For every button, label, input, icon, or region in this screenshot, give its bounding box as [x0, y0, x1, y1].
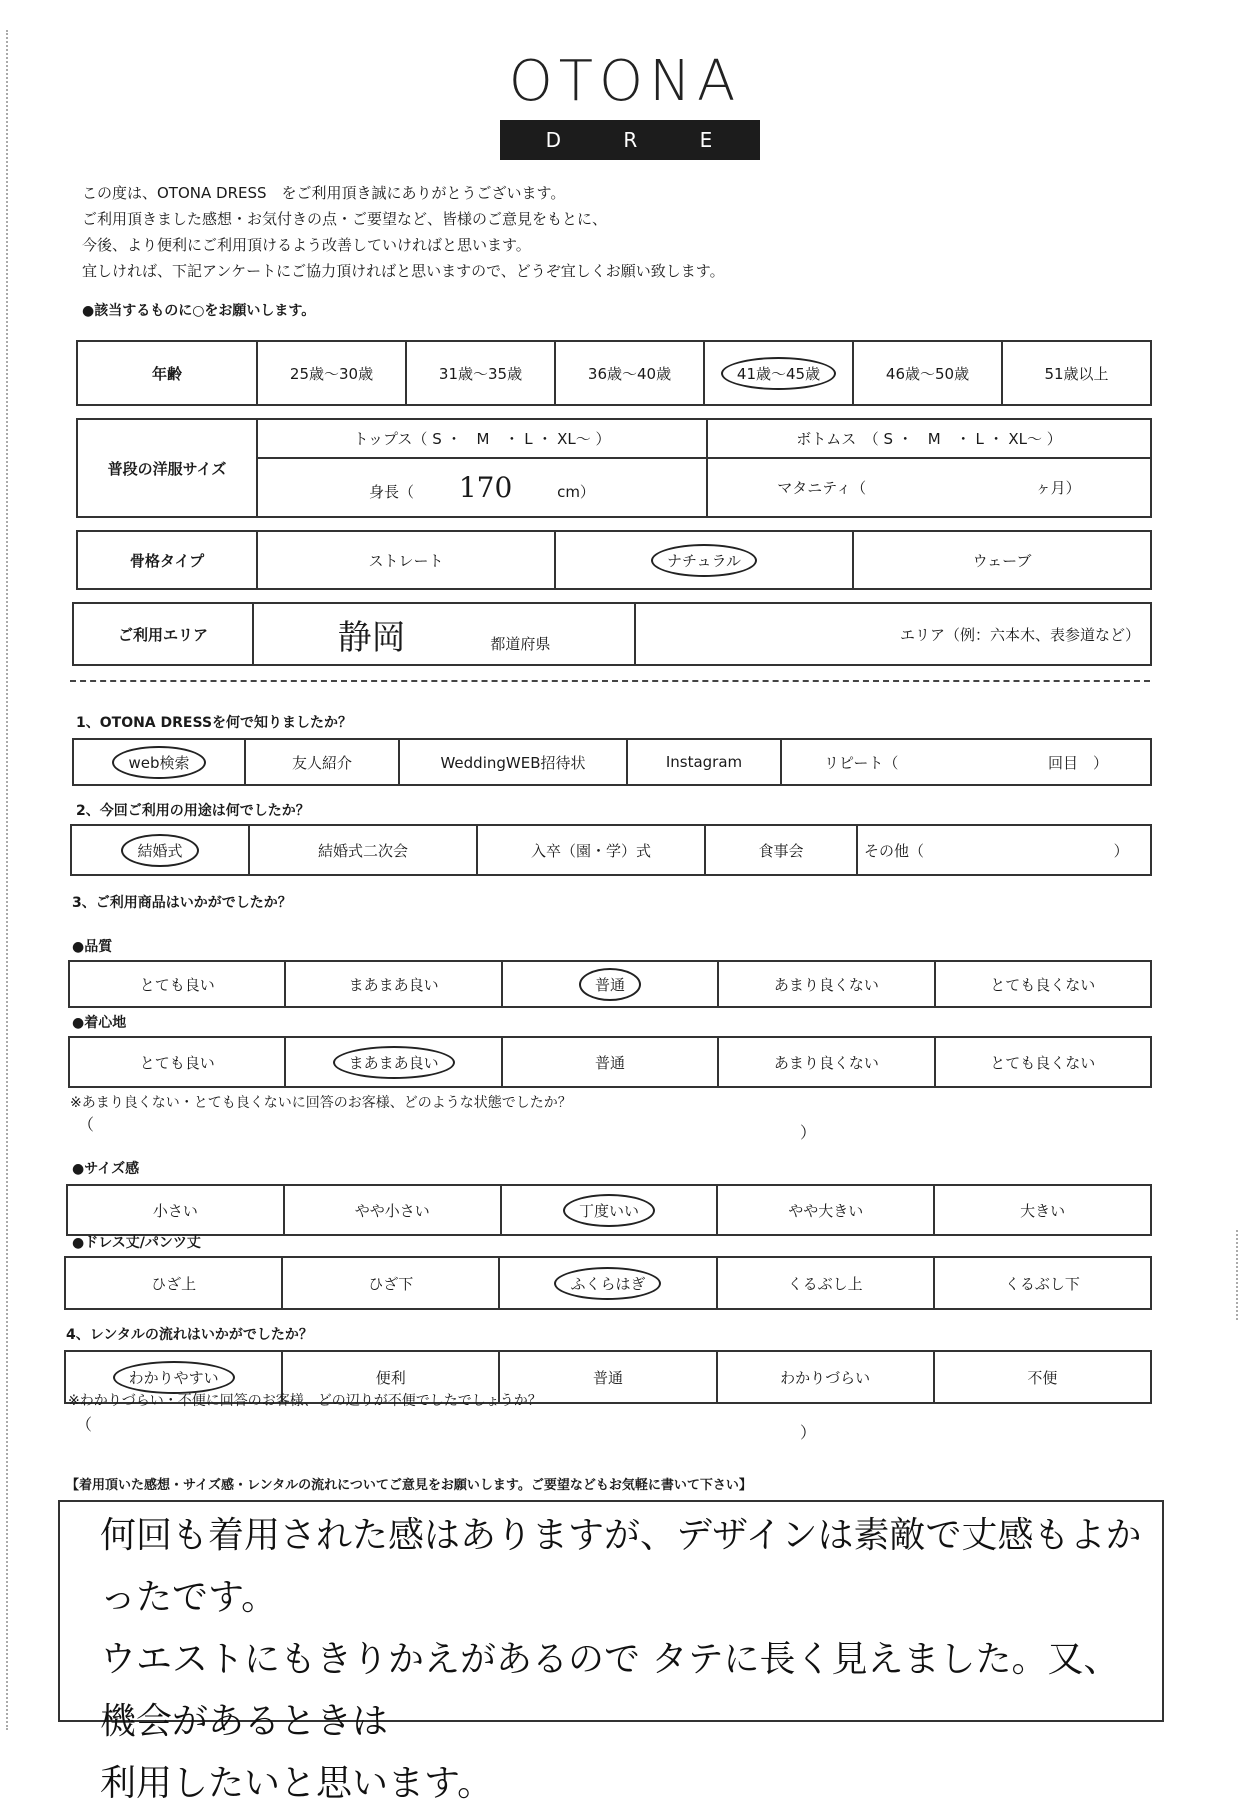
comment-line: 何回も着用された感はありますが、デザインは素敵で丈感もよかったです。	[100, 1515, 1142, 1618]
q1-option-repeat[interactable]	[781, 739, 1151, 785]
selection-circle: 41歳～45歳	[721, 357, 836, 390]
q2-options	[70, 824, 1152, 876]
quality-option-selected[interactable]	[502, 961, 718, 1007]
body-type-label: 骨格タイプ	[77, 531, 257, 589]
length-option[interactable]: くるぶし上	[717, 1257, 934, 1309]
q1-options	[72, 738, 1152, 786]
bottoms-size[interactable]: ボトムス （ S ・ M ・ L ・ XL～ ）	[707, 419, 1151, 458]
q1-option[interactable]: WeddingWEB招待状	[399, 739, 627, 785]
comfort-options	[68, 1036, 1152, 1088]
height-field[interactable]	[257, 458, 707, 517]
age-option[interactable]: 36歳～40歳	[555, 341, 704, 405]
area-hint[interactable]: エリア（例：六本木、表参道など）	[635, 603, 1151, 665]
q1-option[interactable]: 友人紹介	[245, 739, 399, 785]
selection-circle: web検索	[112, 746, 205, 779]
comfort-option-selected[interactable]	[285, 1037, 501, 1087]
body-type-option[interactable]: ウェーブ	[853, 531, 1151, 589]
maternity-unit: ヶ月）	[1035, 478, 1081, 497]
q4-note: ※わかりづらい・不便に回答のお客様、どの辺りが不便でしたでしょうか？	[68, 1393, 542, 1409]
q3-note: ※あまり良くない・とても良くないに回答のお客様、どのような状態でしたか？	[70, 1095, 572, 1111]
quality-option[interactable]: とても良い	[69, 961, 285, 1007]
q4-option[interactable]: 便利	[282, 1351, 499, 1403]
q1-option-selected[interactable]	[73, 739, 245, 785]
intro-line: ご利用頂きました感想・お気付きの点・ご要望など、皆様のご意見をもとに、	[82, 210, 608, 228]
q2-option[interactable]: 結婚式二次会	[249, 825, 477, 875]
comfort-option[interactable]: とても良くない	[935, 1037, 1151, 1087]
scan-edge-marks	[6, 30, 10, 1730]
intro-line: 今後、より便利にご利用頂けるよう改善していければと思います。	[82, 236, 531, 254]
q2-option-other[interactable]	[857, 825, 1151, 875]
length-options	[64, 1256, 1152, 1310]
size-feel-option[interactable]: やや小さい	[284, 1185, 501, 1235]
quality-options	[68, 960, 1152, 1008]
length-option-selected[interactable]	[499, 1257, 716, 1309]
body-type-option[interactable]: ストレート	[257, 531, 555, 589]
q4-option[interactable]: わかりづらい	[717, 1351, 934, 1403]
age-option[interactable]: 46歳～50歳	[853, 341, 1002, 405]
maternity-field[interactable]	[707, 458, 1151, 517]
q2-option[interactable]: 入卒（園・学）式	[477, 825, 705, 875]
body-type-option-selected[interactable]	[555, 531, 853, 589]
brand-logo: OTONA	[508, 49, 742, 114]
quality-label: ●品質	[72, 939, 113, 955]
brand-subtitle: D R E S S	[500, 120, 760, 160]
comfort-label: ●着心地	[72, 1015, 127, 1031]
comfort-option[interactable]: あまり良くない	[718, 1037, 934, 1087]
q4-open-paren: （	[76, 1415, 93, 1434]
selection-circle: 結婚式	[121, 834, 198, 867]
area-label: ご利用エリア	[73, 603, 253, 665]
q4-close-paren: ）	[800, 1423, 817, 1442]
age-option[interactable]: 51歳以上	[1002, 341, 1151, 405]
profile-heading: ●該当するものに○をお願いします。	[82, 303, 316, 319]
q1-option[interactable]: Instagram	[627, 739, 781, 785]
comment-text	[100, 1505, 1150, 1815]
selection-circle: ふくらはぎ	[554, 1267, 661, 1300]
scan-edge-marks-right	[1236, 1230, 1240, 1320]
length-option[interactable]: くるぶし下	[934, 1257, 1151, 1309]
comfort-option[interactable]: 普通	[502, 1037, 718, 1087]
intro-line: この度は、OTONA DRESS をご利用頂き誠にありがとうございます。	[82, 184, 566, 202]
quality-option[interactable]: あまり良くない	[718, 961, 934, 1007]
age-option-selected[interactable]	[704, 341, 853, 405]
height-unit: cm）	[557, 482, 595, 501]
prefecture-value: 静岡	[337, 617, 406, 658]
size-feel-option[interactable]: 小さい	[67, 1185, 284, 1235]
length-option[interactable]: ひざ下	[282, 1257, 499, 1309]
prefecture-suffix: 都道府県	[490, 634, 551, 653]
size-feel-options	[66, 1184, 1152, 1236]
section-divider	[70, 680, 1150, 682]
intro-text	[82, 180, 725, 284]
length-option[interactable]: ひざ上	[65, 1257, 282, 1309]
comment-heading: 【着用頂いた感想・サイズ感・レンタルの流れについてご意見をお願いします。ご要望などもお気軽に書いて下さい】	[66, 1478, 752, 1493]
q3-close-paren: ）	[800, 1123, 817, 1142]
area-table	[72, 602, 1152, 666]
q2-option[interactable]: 食事会	[705, 825, 857, 875]
q4-title: 4、レンタルの流れはいかがでしたか？	[66, 1327, 313, 1343]
q2-title: 2、今回ご利用の用途は何でしたか？	[76, 803, 310, 819]
size-feel-option[interactable]: 大きい	[934, 1185, 1151, 1235]
maternity-label: マタニティ（	[777, 478, 867, 497]
prefecture-field[interactable]	[253, 603, 635, 665]
size-feel-option-selected[interactable]	[501, 1185, 718, 1235]
comment-line: ウエストにもきりかえがあるので タテに長く見えました。又、機会があるときは	[100, 1639, 1120, 1742]
age-table	[76, 340, 1152, 406]
selection-circle: 丁度いい	[563, 1194, 655, 1227]
size-feel-label: ●サイズ感	[72, 1161, 140, 1177]
selection-circle: ナチュラル	[651, 544, 757, 577]
intro-line: 宜しければ、下記アンケートにご協力頂ければと思いますので、どうぞ宜しくお願い致します。	[82, 262, 725, 280]
age-label: 年齢	[77, 341, 257, 405]
q4-option[interactable]: 不便	[934, 1351, 1151, 1403]
q1-title: 1、OTONA DRESSを何で知りましたか？	[76, 715, 353, 731]
comfort-option[interactable]: とても良い	[69, 1037, 285, 1087]
height-value: 170	[458, 470, 513, 504]
tops-size[interactable]: トップス（ S ・ M ・ L ・ XL～ ）	[257, 419, 707, 458]
age-option[interactable]: 31歳～35歳	[406, 341, 555, 405]
comment-line: 利用したいと思います。	[100, 1763, 494, 1804]
selection-circle: まあまあ良い	[333, 1046, 455, 1079]
q3-title: 3、ご利用商品はいかがでしたか？	[72, 895, 292, 911]
q3-open-paren: （	[78, 1115, 95, 1134]
age-option[interactable]: 25歳～30歳	[257, 341, 406, 405]
q2-option-selected[interactable]	[71, 825, 249, 875]
size-feel-option[interactable]: やや大きい	[717, 1185, 934, 1235]
quality-option[interactable]: とても良くない	[935, 961, 1151, 1007]
q4-option[interactable]: 普通	[499, 1351, 716, 1403]
size-label: 普段の洋服サイズ	[77, 419, 257, 517]
length-label: ●ドレス丈/パンツ丈	[72, 1235, 201, 1251]
height-label: 身長（	[369, 482, 415, 501]
selection-circle: わかりやすい	[113, 1361, 235, 1394]
other-label: その他（	[864, 841, 925, 860]
repeat-suffix: 回目 ）	[1047, 753, 1108, 772]
quality-option[interactable]: まあまあ良い	[285, 961, 501, 1007]
selection-circle: 普通	[579, 968, 641, 1001]
body-type-table	[76, 530, 1152, 590]
other-suffix: ）	[1113, 841, 1129, 860]
repeat-label: リピート（	[824, 753, 899, 772]
size-table	[76, 418, 1152, 518]
